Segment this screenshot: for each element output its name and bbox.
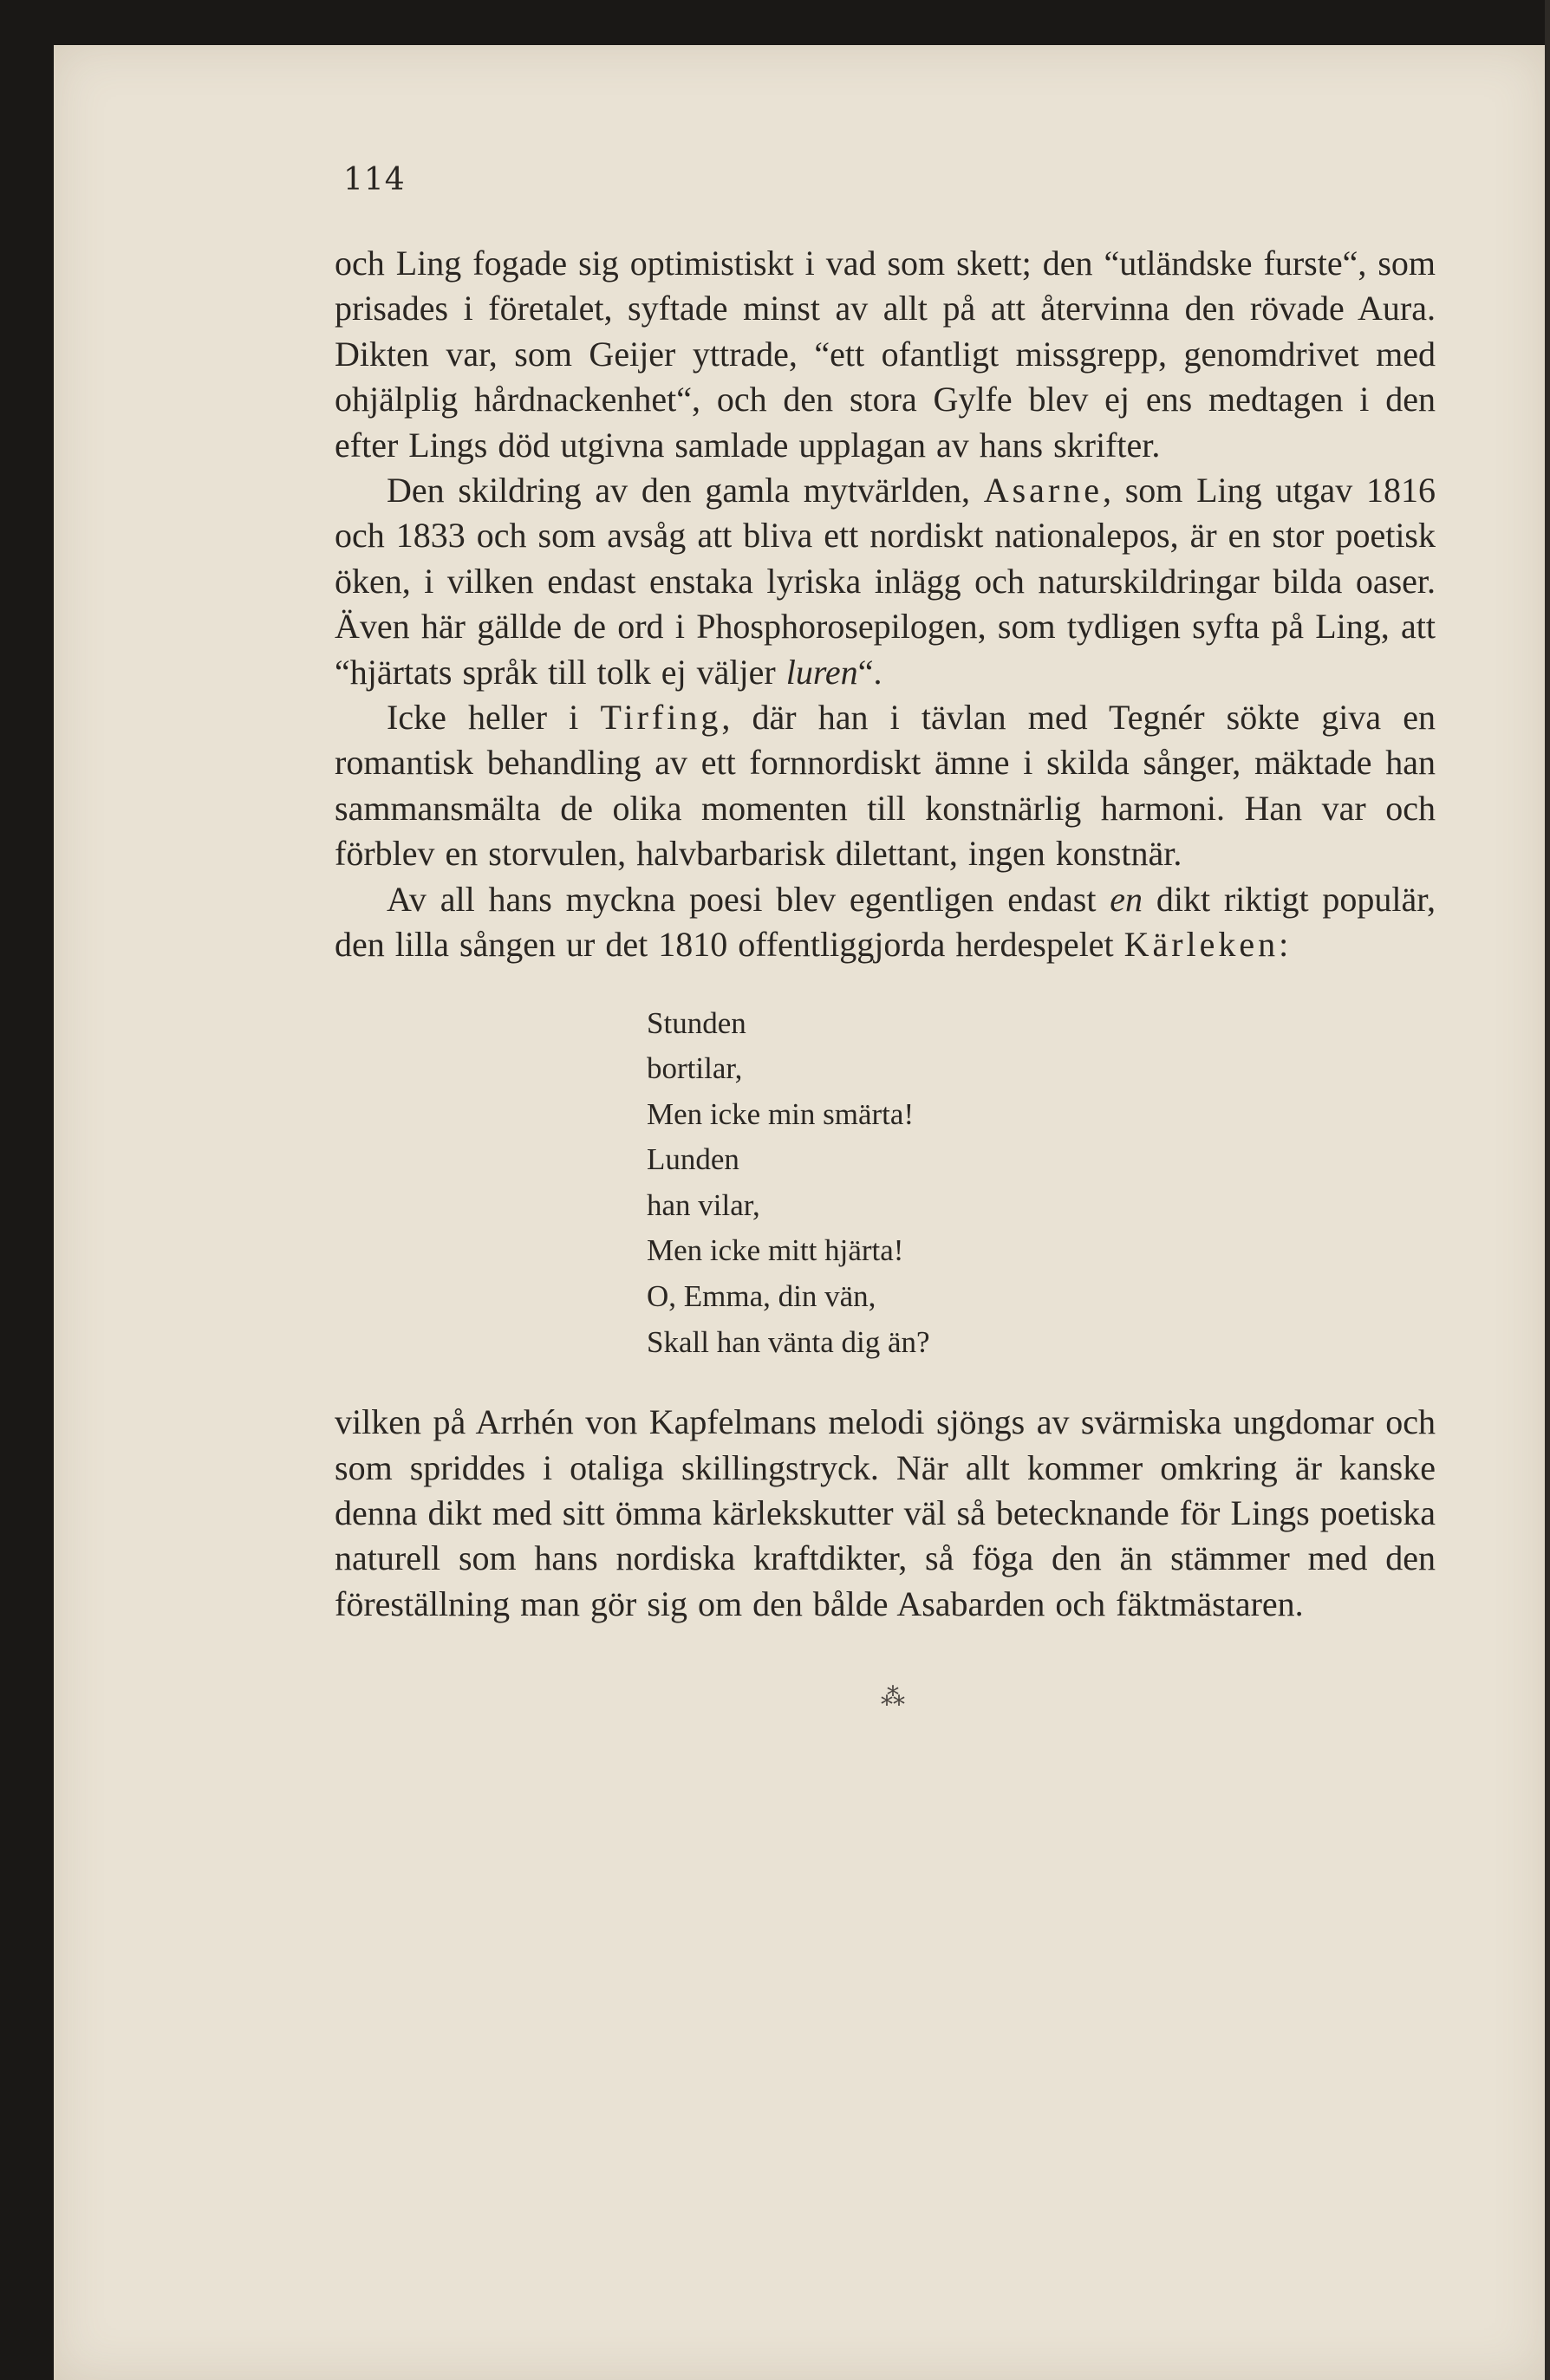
poem-line: Lunden <box>647 1142 739 1177</box>
poem-line: bortilar, <box>647 1051 743 1086</box>
paragraph-5: vilken på Arrhén von Kapfelmans melodi sjöngs av svärmiska ungdomar och som spriddes i otaliga skillingstryck. När allt kommer omkring är kanske denna dikt med sitt ömma kärlekskutter väl så betecknande för Lings poetiska naturell som hans nordiska kraftdikter, så föga den än stämmer med den föreställning man gör sig om den bålde Asabarden och fäktmästaren. <box>335 1402 1436 1623</box>
italic-word-en: en <box>1110 879 1143 919</box>
paragraph-4-text-b: dikt riktigt populär, den lilla sången ur det 1810 offentliggjorda herdespelet <box>335 879 1436 965</box>
poem-line: Skall han vänta dig än? <box>647 1324 930 1359</box>
paragraph-4-text-a: Av all hans myckna poesi blev egentligen endast <box>387 879 1097 919</box>
poem-line: han vilar, <box>647 1187 760 1222</box>
page-content <box>335 162 1436 1711</box>
work-title-karleken: Kärleken <box>1123 925 1280 965</box>
paragraph-2-end: “. <box>857 652 882 692</box>
scan-edge <box>1545 0 1550 2380</box>
paragraph-4-end: : <box>1279 925 1289 965</box>
section-ornament: ⁂ <box>881 1682 905 1712</box>
paragraph-2-text-b: , som Ling utgav 1816 och 1833 och som avsåg att bliva ett nordiskt nationalepos, är en stor poetisk öken, i vilken endast enstaka lyriska inlägg och naturskildringar bilda oaser. Även här gällde de ord i Phosphorosepilogen, som tydligen syfta på Ling, att “hjärtats språk till tolk ej väljer <box>335 471 1436 692</box>
italic-word-luren: luren <box>785 652 858 692</box>
poem-line: O, Emma, din vän, <box>647 1279 876 1314</box>
book-page <box>54 45 1547 2380</box>
paragraph-1: och Ling fogade sig optimistiskt i vad som skett; den “utländske furste“, som prisades i företalet, syftade minst av allt på att återvinna den rövade Aura. Dikten var, som Geijer yttrade, “ett ofantligt missgrepp, genomdrivet med ohjälplig hårdnackenhet“, och den stora Gylfe blev ej ens medtagen i den efter Lings död utgivna samlade upplagan av hans skrifter. <box>335 244 1436 465</box>
paragraph-3-text-a: Icke heller i <box>387 698 579 738</box>
page-number: 114 <box>343 162 406 198</box>
paragraph-3-text-b: , där han i tävlan med Tegnér sökte giva en romantisk behandling av ett fornnordiskt ämne i skilda sånger, mäktade han sammansmälta de olika momenten till konstnärlig harmoni. Han var och förblev en storvulen, halvbarbarisk dilettant, ingen konstnär. <box>335 698 1436 874</box>
work-title-asarne: Asarne <box>983 471 1103 510</box>
poem-line: Stunden <box>647 1005 746 1040</box>
poem-line: Men icke mitt hjärta! <box>647 1233 904 1268</box>
work-title-tirfing: Tirfing <box>600 698 722 738</box>
paragraph-4 <box>335 877 1436 968</box>
paragraph-2 <box>335 468 1436 695</box>
paragraph-2-text-a: Den skildring av den gamla mytvärlden, <box>387 471 970 510</box>
paragraph-3 <box>335 695 1436 877</box>
poem-line: Men icke min smärta! <box>647 1096 915 1131</box>
poem-stanza <box>647 1001 1436 1366</box>
